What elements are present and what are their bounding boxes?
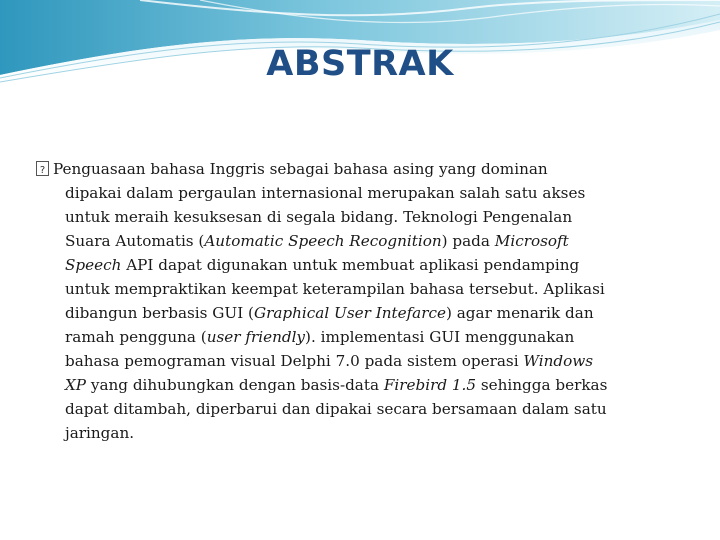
abstract-line bbox=[36, 157, 692, 181]
text-segment: jaringan. bbox=[65, 424, 135, 442]
text-segment: dapat ditambah, diperbarui dan dipakai secara bersamaan dalam satu bbox=[65, 400, 607, 418]
text-segment: yang dihubungkan dengan basis-data bbox=[86, 376, 384, 394]
text-segment: sehingga berkas bbox=[476, 376, 608, 394]
text-segment: untuk meraih kesuksesan di segala bidang. Teknologi Pengenalan bbox=[65, 208, 573, 226]
text-segment: Penguasaan bahasa Inggris sebagai bahasa asing yang dominan bbox=[53, 160, 548, 178]
italic-term: user friendly bbox=[206, 328, 306, 346]
abstract-line bbox=[36, 325, 692, 349]
abstract-line bbox=[36, 229, 692, 253]
abstract-line bbox=[36, 397, 692, 421]
text-segment: dipakai dalam pergaulan internasional merupakan salah satu akses bbox=[65, 184, 586, 202]
italic-term: Firebird 1.5 bbox=[383, 376, 477, 394]
italic-term: XP bbox=[65, 376, 87, 394]
italic-term: Graphical User Intefarce bbox=[253, 304, 446, 322]
text-segment: ) agar menarik dan bbox=[446, 304, 594, 322]
abstract-line bbox=[36, 301, 692, 325]
text-segment: ramah pengguna ( bbox=[65, 328, 207, 346]
abstract-line bbox=[36, 421, 692, 445]
text-segment: bahasa pemograman visual Delphi 7.0 pada sistem operasi bbox=[65, 352, 524, 370]
text-segment: ). implementasi GUI menggunakan bbox=[305, 328, 575, 346]
slide-title: ABSTRAK bbox=[266, 44, 454, 84]
text-segment: Suara Automatis ( bbox=[65, 232, 205, 250]
text-segment: ) pada bbox=[441, 232, 495, 250]
missing-glyph-icon bbox=[36, 161, 49, 176]
abstract-line bbox=[36, 205, 692, 229]
abstract-line bbox=[36, 181, 692, 205]
abstract-line bbox=[36, 349, 692, 373]
abstract-line bbox=[36, 373, 692, 397]
abstract-body bbox=[36, 157, 692, 445]
italic-term: Speech bbox=[65, 256, 122, 274]
abstract-line bbox=[36, 277, 692, 301]
italic-term: Microsoft bbox=[494, 232, 569, 250]
text-segment: untuk mempraktikan keempat keterampilan bahasa tersebut. Aplikasi bbox=[65, 280, 605, 298]
italic-term: Automatic Speech Recognition bbox=[204, 232, 442, 250]
text-segment: API dapat digunakan untuk membuat aplikasi pendamping bbox=[121, 256, 580, 274]
text-segment: dibangun berbasis GUI ( bbox=[65, 304, 254, 322]
italic-term: Windows bbox=[523, 352, 594, 370]
abstract-line bbox=[36, 253, 692, 277]
